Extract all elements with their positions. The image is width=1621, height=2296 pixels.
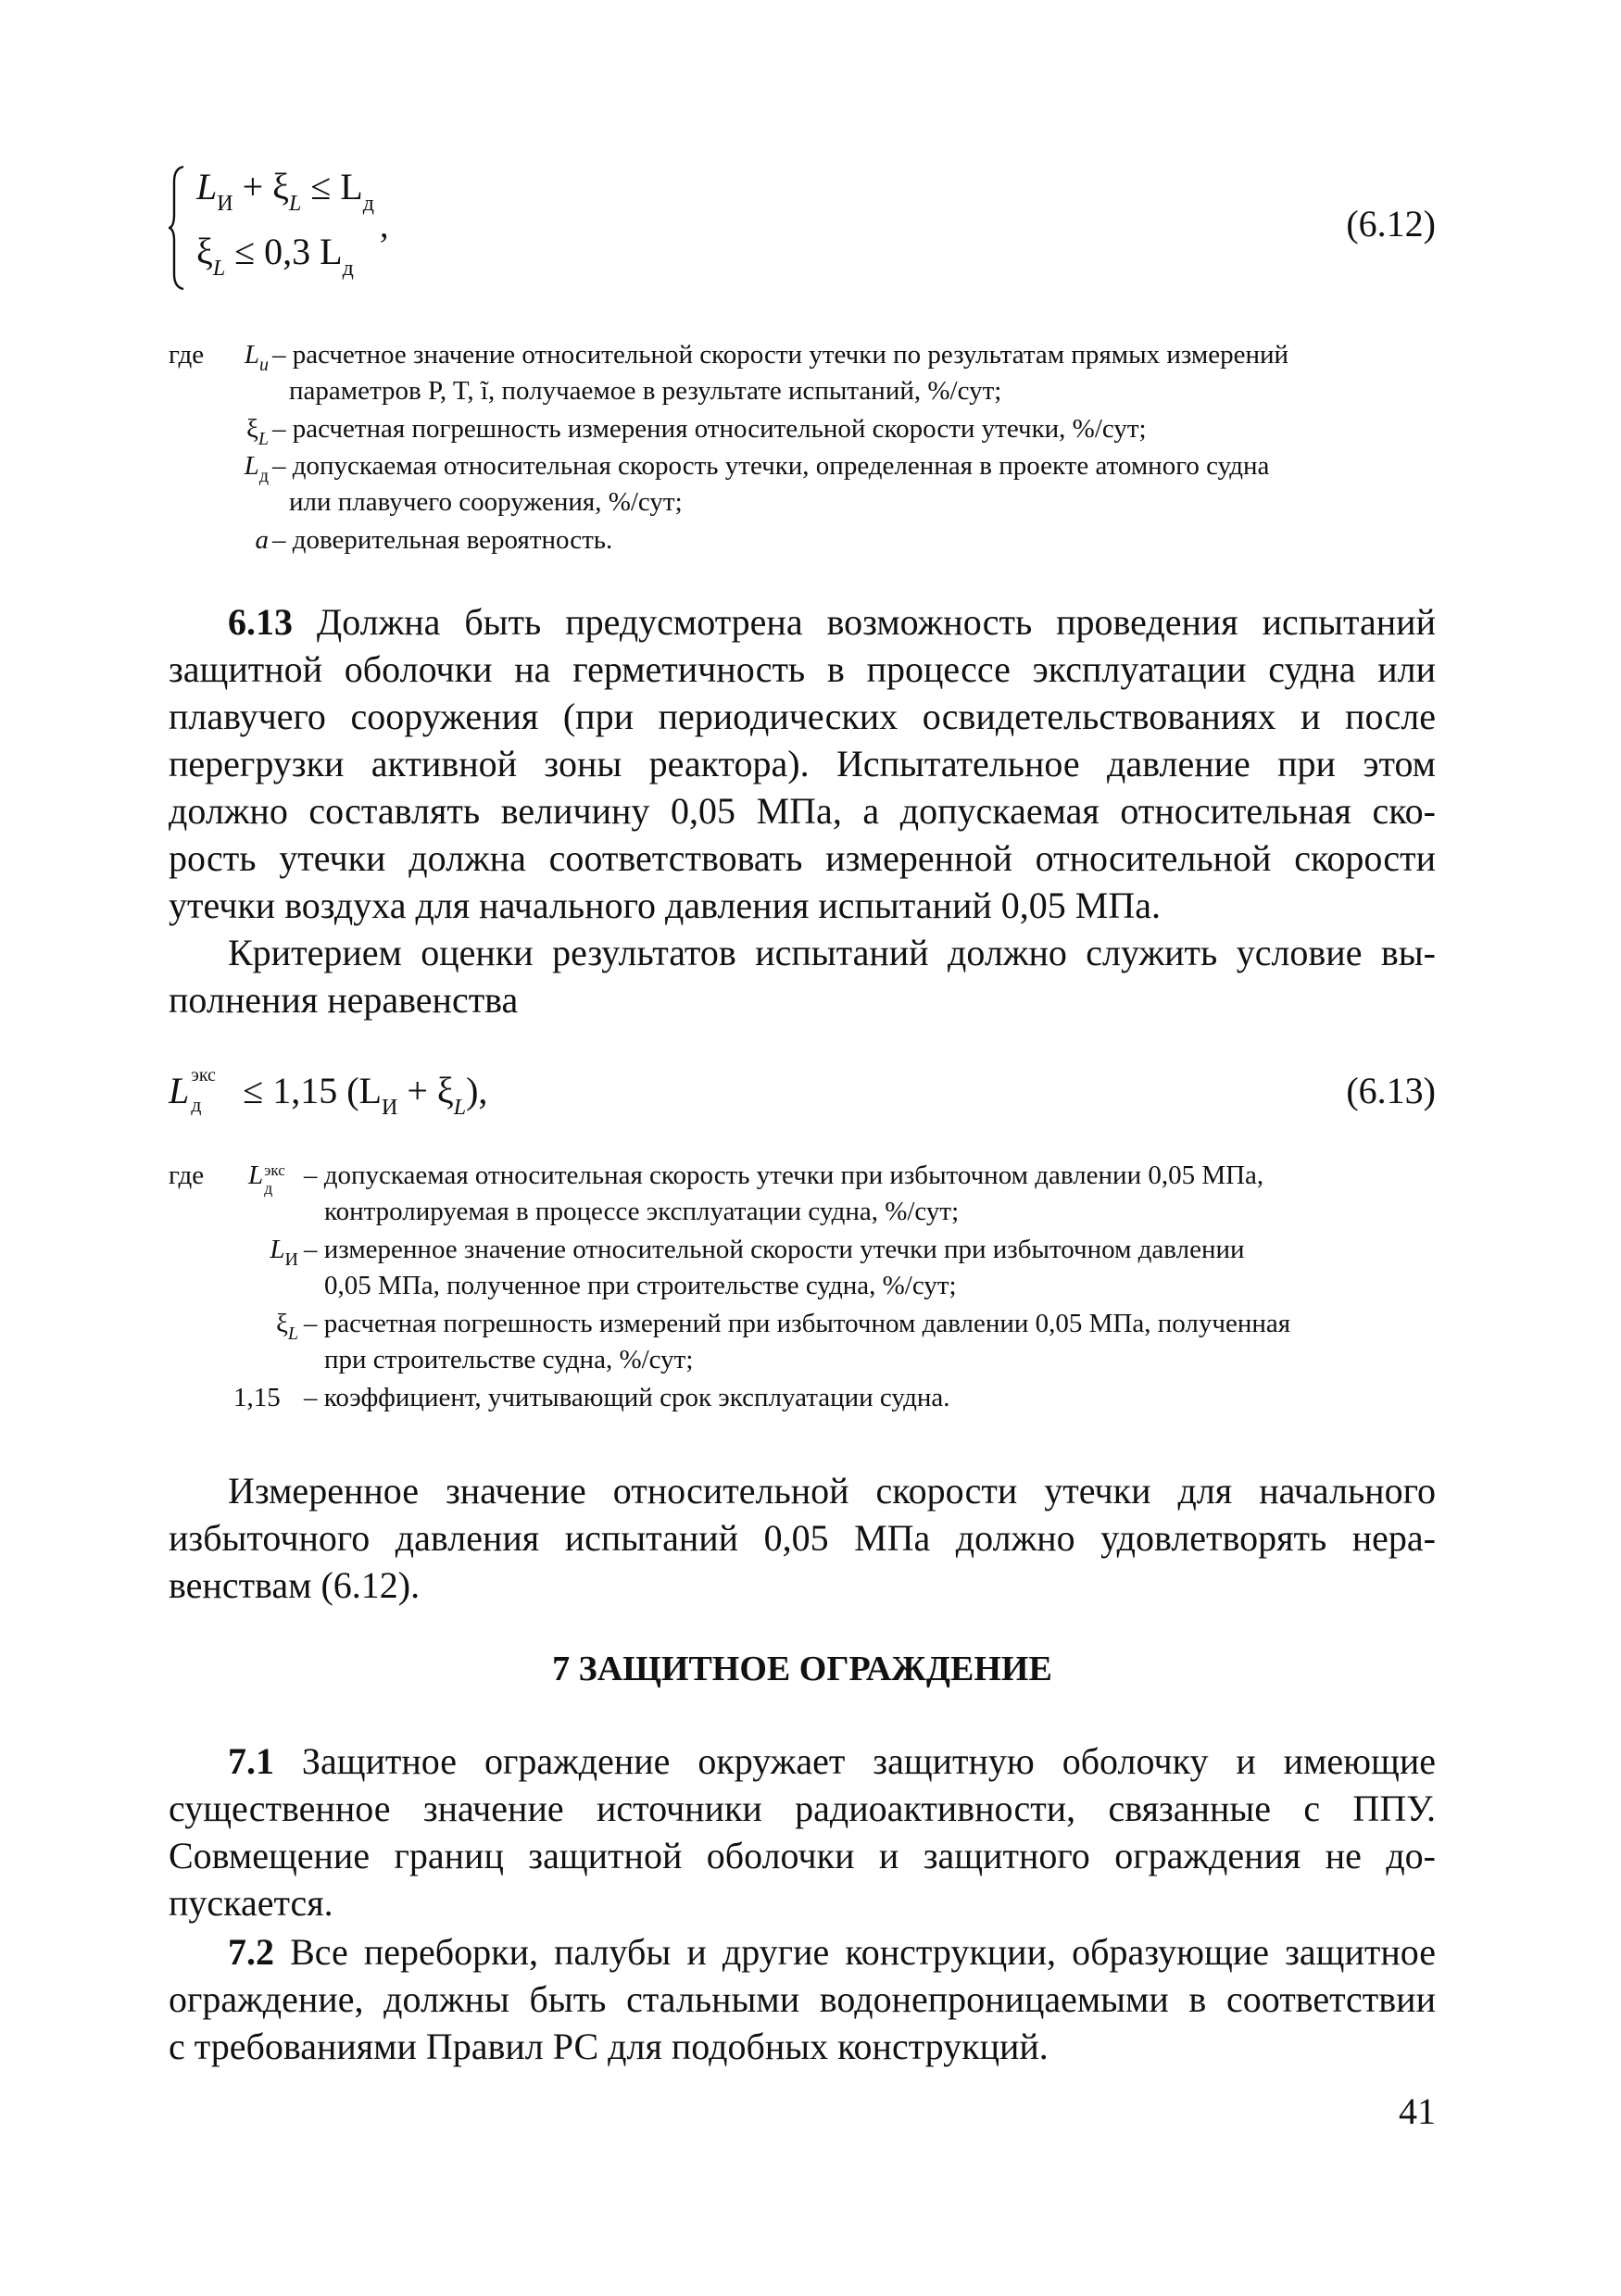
legend-symbol: $L_д$ — [244, 451, 269, 486]
paragraph-measured-value — [169, 1467, 1436, 1609]
paragraph-line: 6.13 Должна быть предусмотрена возможность проведения испытаний — [228, 601, 1436, 643]
clause-number: 6.13 — [228, 601, 293, 643]
paragraph-line: существенное значение источники радиоактивности, связанные с ППУ. — [169, 1788, 1436, 1829]
formula-legend-6-12 — [169, 337, 1436, 569]
paragraph-line: Совмещение границ защитной оболочки и защитного ограждения не до- — [169, 1835, 1436, 1876]
legend-symbol: 1,15 — [233, 1383, 281, 1412]
paragraph-line: 7.2 Все переборки, палубы и другие конструкции, образующие защитное — [228, 1931, 1436, 1973]
legend-symbol: L экс д — [248, 1161, 285, 1198]
paragraph-line: полнения неравенства — [169, 979, 519, 1021]
equation-number: (6.12) — [1346, 203, 1436, 245]
paragraph-line: должно составлять величину 0,05 МПа, а допускаемая относительная ско- — [169, 790, 1436, 832]
legend-text-cont: контролируемая в процессе эксплуатации судна, %/сут; — [324, 1197, 960, 1226]
left-brace-icon — [169, 165, 185, 291]
legend-where: где — [169, 340, 205, 370]
formula-comma: , — [380, 207, 389, 245]
paragraph-line: пускается. — [169, 1882, 333, 1924]
paragraph-7-2 — [169, 1928, 1436, 2070]
equation-number: (6.13) — [1346, 1070, 1436, 1111]
formula-expression: L экс д ≤ 1,15 $(L_И + \xi_L)$, — [169, 1065, 488, 1120]
paragraph-line: Критерием оценки результатов испытаний должно служить условие вы- — [228, 932, 1436, 973]
legend-symbol: $\xi_L$ — [245, 414, 269, 449]
formula-line-1: $L_И + \xi_L \le L_д$ — [196, 166, 374, 216]
legend-text-cont: параметров P, T, ĩ, получаемое в результате испытаний, %/сут; — [289, 376, 1002, 406]
legend-symbol: $L_И$ — [270, 1235, 298, 1270]
legend-text-cont: 0,05 МПа, полученное при строительстве судна, %/сут; — [324, 1271, 957, 1300]
page-number: 41 — [1399, 2090, 1436, 2132]
legend-text: – коэффициент, учитывающий срок эксплуатации судна. — [304, 1383, 950, 1412]
paragraph-line: с требованиями Правил РС для подобных конструкций. — [169, 2026, 1049, 2067]
legend-text: – расчетная погрешность измерения относительной скорости утечки, %/сут; — [272, 414, 1147, 444]
legend-text-cont: при строительстве судна, %/сут; — [324, 1345, 694, 1374]
formula-legend-6-13 — [169, 1158, 1436, 1426]
formula-6-12 — [169, 165, 1436, 291]
formula-6-13 — [169, 1065, 1436, 1124]
legend-text: – допускаемая относительная скорость утечки, определенная в проекте атомного судна — [272, 451, 1270, 481]
paragraph-line: рость утечки должна соответствовать измеренной относительной скорости — [169, 837, 1436, 879]
paragraph-line: плавучего сооружения (при периодических освидетельствованиях и после — [169, 696, 1436, 737]
paragraph-line: защитной оболочки на герметичность в процессе эксплуатации судна или — [169, 648, 1436, 690]
formula-line-2: $\xi_L \le 0,3$ $L_д$ — [196, 231, 354, 281]
legend-symbol: $\xi_L$ — [275, 1309, 298, 1344]
paragraph-6-13 — [169, 598, 1436, 1023]
legend-text: – расчетное значение относительной скорости утечки по результатам прямых измерений — [272, 340, 1289, 370]
legend-text: – доверительная вероятность. — [272, 525, 613, 555]
legend-text: – измеренное значение относительной скорости утечки при избыточном давлении — [304, 1235, 1245, 1264]
section-heading: 7 ЗАЩИТНОЕ ОГРАЖДЕНИЕ — [552, 1650, 1052, 1688]
paragraph-7-1 — [169, 1738, 1436, 1926]
paragraph-line: венствам (6.12). — [169, 1564, 421, 1606]
paragraph-line: 7.1 Защитное ограждение окружает защитную оболочку и имеющие — [228, 1740, 1436, 1782]
paragraph-line: Измеренное значение относительной скорости утечки для начального — [228, 1470, 1436, 1512]
clause-number: 7.2 — [228, 1931, 274, 1973]
legend-text: – допускаемая относительная скорость утечки при избыточном давлении 0,05 МПа, — [304, 1161, 1264, 1190]
clause-number: 7.1 — [228, 1740, 274, 1782]
legend-text-cont: или плавучего сооружения, %/сут; — [289, 487, 683, 517]
paragraph-line: ограждение, должны быть стальными водонепроницаемыми в соответствии — [169, 1978, 1436, 2020]
legend-symbol: a — [255, 525, 269, 555]
paragraph-line: перегрузки активной зоны реактора). Испытательное давление при этом — [169, 743, 1436, 784]
legend-text: – расчетная погрешность измерений при избыточном давлении 0,05 МПа, полученная — [304, 1309, 1291, 1338]
legend-where: где — [169, 1161, 205, 1190]
paragraph-line: утечки воздуха для начального давления испытаний 0,05 МПа. — [169, 885, 1161, 926]
paragraph-line: избыточного давления испытаний 0,05 МПа должно удовлетворять нера- — [169, 1517, 1436, 1559]
legend-symbol: $L_и$ — [244, 340, 269, 375]
